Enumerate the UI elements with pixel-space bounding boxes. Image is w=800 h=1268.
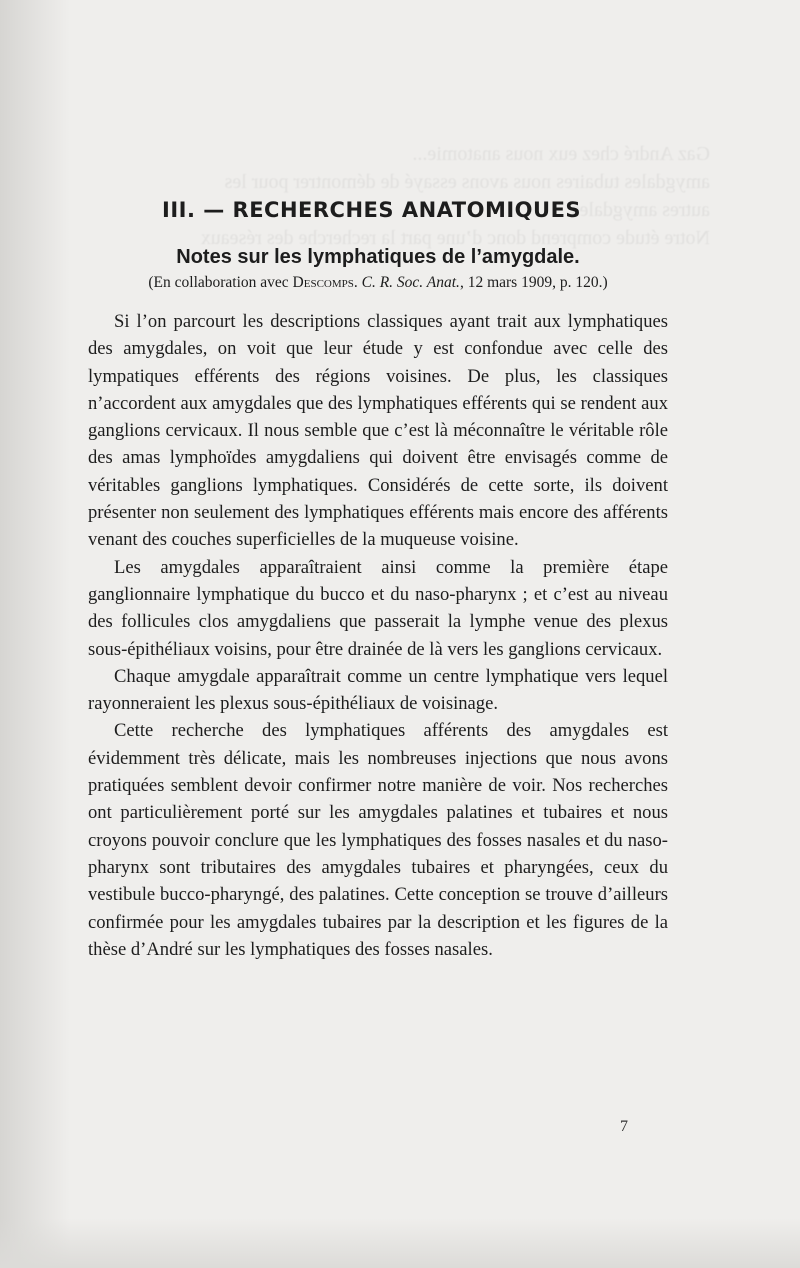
page-bottom-shadow (0, 1218, 800, 1268)
page-left-shadow (0, 0, 70, 1268)
reverse-side-bleed-through: Gaz André chez eux nous anatomie... amygdales tubaires nous avons essayé de démontrer pour les autres amygdales. Notre étude comprend donc d’une part la recherche des réseaux (200, 143, 710, 249)
section-title: III. — RECHERCHES ANATOMIQUES (162, 198, 582, 222)
note-title: Notes sur les lymphatiques de l’amygdale. (176, 246, 580, 268)
citation-journal: C. R. Soc. Anat. (361, 274, 460, 291)
citation (88, 274, 668, 298)
page-signature-mark: 7 (620, 1118, 628, 1135)
page-content (88, 198, 668, 963)
paragraph: Chaque amygdale apparaîtrait comme un centre lymphatique vers lequel rayonneraient les plexus sous-épithéliaux de voisinage. (88, 665, 668, 715)
citation-author: Descomps (292, 274, 354, 291)
paragraph: Les amygdales apparaîtraient ainsi comme la première étape ganglionnaire lymphatique du bucco et du naso-pharynx ; et c’est au niveau des follicules clos amygdaliens que passerait la lymphe venue des plexus sous-épithéliaux voisins, pour être drainée de là vers les ganglions cervicaux. (88, 556, 668, 660)
paragraph: Cette recherche des lymphatiques afférents des amygdales est évidemment très délicate, mais les nombreuses injections que nous avons pratiquées semblent devoir confirmer notre manière de voir. Nos recherches ont particulièrement porté sur les amygdales palatines et tubaires et nous croyons pouvoir conclure que les lymphatiques des fosses nasales et du naso-pharynx sont tributaires des amygdales tubaires et pharyngées, ceux du vestibule bucco-pharyngé, des palatines. Cette conception se trouve d’ailleurs confirmée pour les amygdales tubaires par la description et les figures de la thèse d’André sur les lymphatiques des fosses nasales. (88, 720, 668, 960)
body-text (88, 308, 668, 963)
paragraph: Si l’on parcourt les descriptions classiques ayant trait aux lymphatiques des amygdales, on voit que leur étude y est confondue avec celle des lympatiques efférents des régions voisines. De plus, les classiques n’accordent aux amygdales que des lymphatiques efférents qui se rendent aux ganglions cervicaux. Il nous semble que c’est là méconnaître le véritable rôle des amas lymphoïdes amygdaliens qui doivent être envisagés comme de véritables ganglions lymphatiques. Considérés de cette sorte, ils doivent présenter non seulement des lymphatiques efférents mais encore des afférents venant des couches superficielles de la muqueuse voisine. (88, 311, 668, 551)
citation-separator: . (353, 274, 362, 291)
citation-prefix: (En collaboration avec (148, 274, 293, 291)
citation-suffix: , 12 mars 1909, p. 120.) (459, 274, 608, 291)
